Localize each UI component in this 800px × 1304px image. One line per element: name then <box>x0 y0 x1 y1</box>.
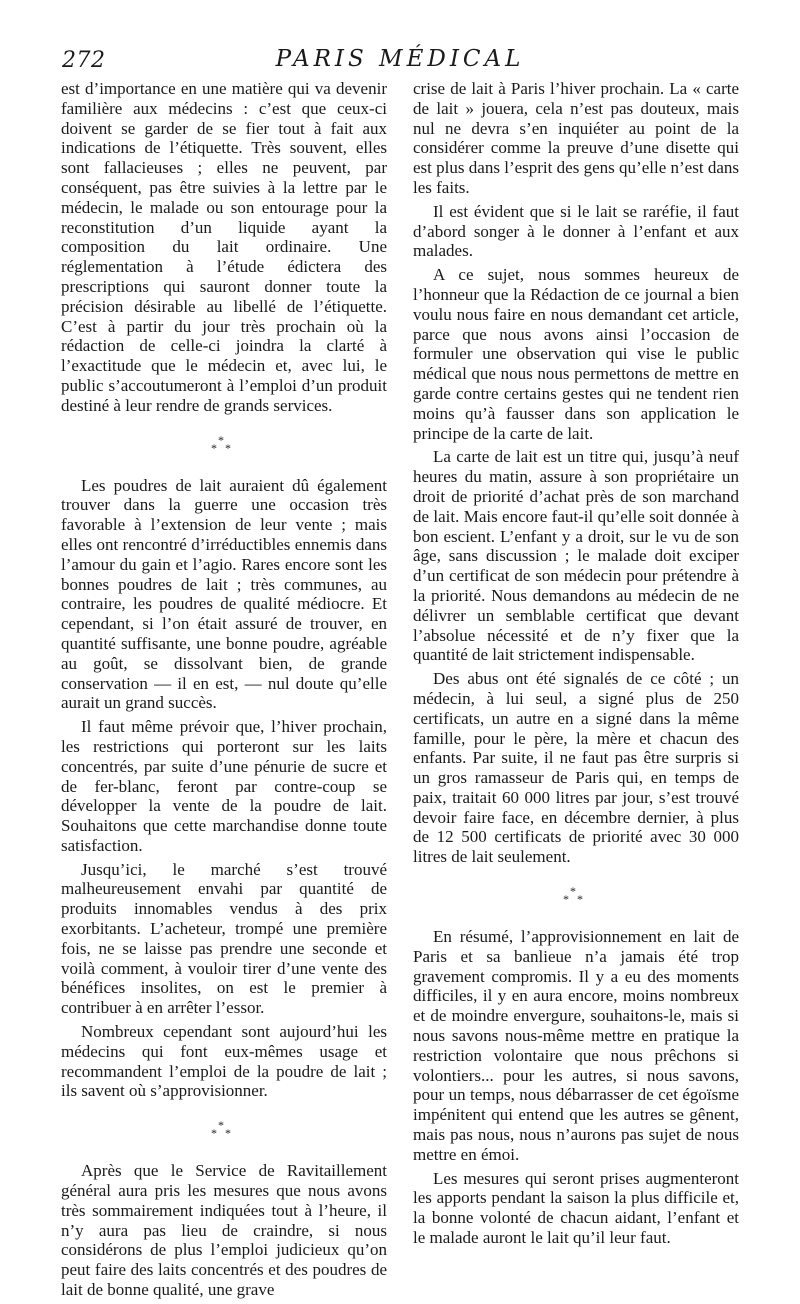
left-column <box>61 79 387 1304</box>
asterisk: * <box>570 884 576 899</box>
paragraph: Jusqu’ici, le marché s’est trouvé malheureusement envahi par quantité de produits innomables vendus à des prix exorbitants. L’acheteur, trompé une première fois, ne se laisse pas prendre une seconde et voilà comment, à vouloir tirer d’une vente des bénéfices insolites, on est le premier à contribuer à en arrêter l’essor. <box>61 859 387 1018</box>
journal-title: PARIS MÉDICAL <box>275 46 525 72</box>
paragraph: Les poudres de lait auraient dû également trouver dans la guerre une occasion très favorable à l’extension de leur vente ; mais elles ont rencontré d’irréductibles ennemis dans l’amour du gain et l’agio. Rares encore sont les bonnes poudres de lait ; très communes, au contraire, les poudres de qualité médiocre. Et cependant, si l’on était assuré de trouver, en quantité suffisante, une bonne poudre, agréable au goût, se dissolvant bien, de grande conservation — il en est, — nul doute qu’elle aurait un grand succès. <box>61 475 387 713</box>
right-column <box>413 79 739 1252</box>
paragraph: En résumé, l’approvisionnement en lait de Paris et sa banlieue n’a jamais été trop gravement compromis. Il y a eu des moments difficiles, il y en aura encore, moins nombreux et de moindre envergure, souhaitons-le, mais si nous savons nous-même mettre en pratique la restriction volontaire que nous prêchons si volontiers... pour les autres, si nous savons, pour un temps, nous débarrasser de cet égoïsme impénitent qui entend que les autres se gênent, mais pas nous, nous n’aurons pas sujet de nous mettre en émoi. <box>413 927 739 1164</box>
asterisk: * <box>218 432 224 447</box>
page-number: 272 <box>62 48 106 73</box>
asterisk: * <box>563 892 569 907</box>
paragraph: Il faut même prévoir que, l’hiver prochain, les restrictions qui porteront sur les laits concentrés, par suite d’une pénurie de sucre et de fer-blanc, feront par contre-coup se développer la vente de la poudre de lait. Souhaitons que cette marchandise donne toute satisfaction. <box>61 717 387 855</box>
paragraph: La carte de lait est un titre qui, jusqu’à neuf heures du matin, assure à son propriétaire un droit de priorité d’achat près de son marchand de lait. Mais encore faut-il qu’elle soit donnée à bon escient. L’enfant y a droit, sur le vu de son âge, sans discussion ; le malade doit exciper d’un certificat de son médecin pour prétendre à la priorité. Nous demandons au médecin de ne délivrer un semblable certificat que devant l’absolue nécessité et de n’y fixer que la quantité de lait strictement indispensable. <box>413 447 739 665</box>
asterisk: * <box>211 440 217 455</box>
section-separator <box>61 422 387 466</box>
asterisk: * <box>218 1118 224 1133</box>
paragraph: Des abus ont été signalés de ce côté ; un médecin, à lui seul, a signé plus de 250 certificats, un autre en a signé dans la même famille, pour le père, la mère et chacun des enfants. Par suite, il ne faut pas être surpris si un gros ramasseur de Paris qui, en temps de paix, traitait 60 000 litres par jour, s’est trouvé devoir faire face, en décembre dernier, à plus de 12 500 certificats de priorité avec 30 000 litres de lait seulement. <box>413 669 739 867</box>
section-separator <box>413 873 739 917</box>
paragraph: Les mesures qui seront prises augmenteront les apports pendant la saison la plus difficile et, la bonne volonté de chacun aidant, l’enfant et le malade auront le lait qu’il leur faut. <box>413 1168 739 1248</box>
asterisk: * <box>577 892 583 907</box>
paragraph: crise de lait à Paris l’hiver prochain. La « carte de lait » jouera, cela n’est pas douteux, mais nul ne devra s’en inquiéter au point de la considérer comme la preuve d’une disette qui est plus dans l’esprit des gens qu’elle n’est dans les faits. <box>413 79 739 197</box>
paragraph: Nombreux cependant sont aujourd’hui les médecins qui font eux-mêmes usage et recommandent l’emploi de la poudre de lait ; ils savent où s’approvisionner. <box>61 1022 387 1101</box>
paragraph: Après que le Service de Ravitaillement général aura pris les mesures que nous avons très sommairement indiquées tout à l’heure, il n’y aura pas lieu de craindre, si nous considérons de plus l’emploi judicieux qu’on peut faire des laits concentrés et des poudres de lait de bonne qualité, une grave <box>61 1161 387 1300</box>
asterisk: * <box>211 1126 217 1141</box>
section-separator <box>61 1107 387 1151</box>
page-header <box>60 46 740 74</box>
asterisk: * <box>225 440 231 455</box>
paragraph: A ce sujet, nous sommes heureux de l’honneur que la Rédaction de ce journal a bien voulu nous faire en nous demandant cet article, parce que nous avons ainsi l’occasion de formuler une observation qui vise le public médical que nous nous permettons de mettre en garde contre certains gestes qui ne tendent rien moins qu’à fausser dans son application le principe de la carte de lait. <box>413 265 739 443</box>
paragraph: Il est évident que si le lait se raréfie, il faut d’abord songer à le donner à l’enfant et aux malades. <box>413 201 739 261</box>
asterisk: * <box>225 1126 231 1141</box>
paragraph: est d’importance en une matière qui va devenir familière aux médecins : c’est que ceux-ci doivent se garder de se fier tout à fait aux indications de l’étiquette. Très souvent, elles sont fallacieuses ; elles ne peuvent, par conséquent, pas être suivies à la lettre par le médecin, le malade ou son entourage pour la reconstitution d’un liquide ayant la composition du lait ordinaire. Une réglementation à l’étude édictera des prescriptions qui sauront donner toute la précision désirable au libellé de l’étiquette. C’est à partir du jour très prochain où la rédaction de celle-ci joindra la clarté à l’exactitude que le médecin et, avec lui, le public s’accoutumeront à l’emploi d’un produit destiné à leur rendre de grands services. <box>61 79 387 415</box>
